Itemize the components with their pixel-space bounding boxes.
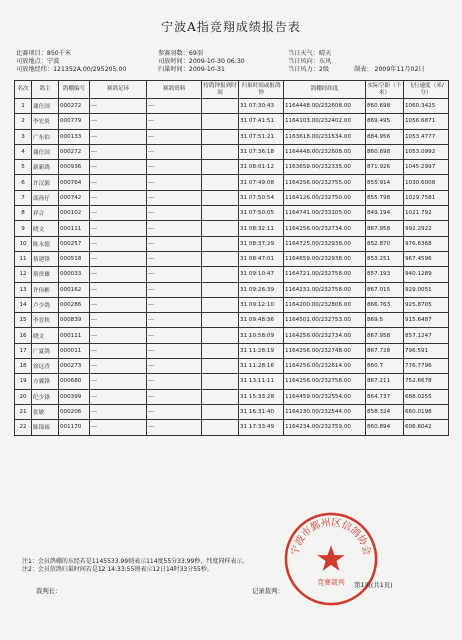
cell-loft-id: 000257	[59, 236, 90, 251]
table-row	[15, 267, 449, 282]
notes	[22, 558, 248, 574]
cell-distance: 867.958	[366, 221, 404, 236]
cell-owner: 蔡建锋	[32, 251, 59, 266]
cell-distance: 860.698	[366, 99, 404, 114]
cell-distance: 860.7	[366, 359, 404, 374]
note-1: 注1：会员鸽棚的东经若是1145533.99则表示114度55分33.99秒，纬度同样表示。	[22, 558, 249, 565]
cell-info: ---	[147, 221, 202, 236]
cell-speed: 967.4596	[404, 251, 449, 266]
star-icon	[317, 545, 344, 570]
cell-ring: ---	[90, 328, 147, 343]
cell-ring: ---	[90, 267, 147, 282]
cell-distance: 866.763	[366, 297, 404, 312]
seal-subtext: 竞赛裁判	[317, 578, 345, 587]
table-row	[15, 359, 449, 374]
table-row	[15, 175, 449, 190]
cell-info: ---	[147, 267, 202, 282]
cell-speed: 857.1247	[404, 328, 449, 343]
table-row	[15, 221, 449, 236]
cell-speed: 1056.6871	[404, 114, 449, 129]
cell-arrival-time: 31 11:28:19	[239, 343, 284, 358]
cell-coords: 1164459.00/232554.00	[284, 389, 366, 404]
wind-direction: 当日风向：东风	[288, 58, 332, 65]
header-coords: 鸽棚经纬度	[284, 81, 366, 99]
race-item: 比赛项目：850千米	[16, 50, 72, 57]
header-clock-time: 持鸽钟报到时间	[202, 81, 239, 99]
cell-arrival-time: 31 08:01:12	[239, 160, 284, 175]
cell-clock-time	[202, 328, 239, 343]
cell-clock-time	[202, 206, 239, 221]
cell-ring: ---	[90, 236, 147, 251]
header-owner: 鸽主	[32, 81, 59, 99]
cell-rank: 6	[15, 175, 32, 190]
cell-coords: 1164721.00/232758.00	[284, 267, 366, 282]
table-row	[15, 313, 449, 328]
cell-info: ---	[147, 313, 202, 328]
table-header	[15, 81, 449, 99]
table-row	[15, 129, 449, 144]
cell-owner: 徐远香	[32, 359, 59, 374]
header-distance: 实际空距（千米）	[366, 81, 404, 99]
cell-ring: ---	[90, 313, 147, 328]
cell-rank: 18	[15, 359, 32, 374]
cell-owner: 广夏鸽	[32, 343, 59, 358]
cell-info: ---	[147, 144, 202, 159]
cell-arrival-time: 31 09:26:39	[239, 282, 284, 297]
release-coords: 司放地经纬：121352A.00/295205.00	[16, 66, 127, 73]
cell-owner: 陈锦裕	[32, 420, 59, 435]
cell-distance: 867.728	[366, 343, 404, 358]
cell-info: ---	[147, 175, 202, 190]
cell-coords: 1164256.00/232734.00	[284, 328, 366, 343]
cell-rank: 16	[15, 328, 32, 343]
cell-clock-time	[202, 374, 239, 389]
cell-info: ---	[147, 236, 202, 251]
cell-ring: ---	[90, 404, 147, 419]
cell-ring: ---	[90, 190, 147, 205]
cell-clock-time	[202, 221, 239, 236]
cell-loft-id: 000033	[59, 267, 90, 282]
cell-speed: 1060.3425	[404, 99, 449, 114]
cell-clock-time	[202, 282, 239, 297]
cell-speed: 915.6487	[404, 313, 449, 328]
cell-coords: 1164659.00/232938.00	[284, 251, 366, 266]
cell-speed: 1053.4777	[404, 129, 449, 144]
cell-arrival-time: 31 07:51:21	[239, 129, 284, 144]
release-time: 司放时间：2009-10-30 06:30	[158, 58, 245, 65]
table-row	[15, 374, 449, 389]
cell-arrival-time: 31 11:28:16	[239, 359, 284, 374]
cell-clock-time	[202, 359, 239, 374]
cell-speed: 776.7796	[404, 359, 449, 374]
cell-coords: 1164231.00/232758.00	[284, 282, 366, 297]
cell-owner: 晓文	[32, 328, 59, 343]
cell-speed: 1053.0992	[404, 144, 449, 159]
cell-ring: ---	[90, 221, 147, 236]
cell-coords: 1164501.00/232753.00	[284, 313, 366, 328]
cell-loft-id: 000779	[59, 114, 90, 129]
cell-info: ---	[147, 282, 202, 297]
cell-ring: ---	[90, 282, 147, 297]
cell-info: ---	[147, 251, 202, 266]
cell-distance: 860.894	[366, 420, 404, 435]
cell-ring: ---	[90, 160, 147, 175]
table-row	[15, 206, 449, 221]
cell-rank: 9	[15, 221, 32, 236]
cell-rank: 14	[15, 297, 32, 312]
cell-loft-id: 000839	[59, 313, 90, 328]
cell-speed: 796.591	[404, 343, 449, 358]
cell-speed: 925.8705	[404, 297, 449, 312]
cell-owner: 谢仕国	[32, 144, 59, 159]
cell-arrival-time: 31 09:10:47	[239, 267, 284, 282]
cell-distance: 858.324	[366, 404, 404, 419]
cell-rank: 22	[15, 420, 32, 435]
organization-seal	[282, 510, 380, 608]
table-row	[15, 420, 449, 435]
cell-arrival-time: 31 15:33:28	[239, 389, 284, 404]
page-number: 第1页(共1页)	[354, 581, 393, 589]
wind-force: 当日风力：2级	[288, 66, 330, 73]
cell-arrival-time: 31 08:32:11	[239, 221, 284, 236]
cell-rank: 4	[15, 144, 32, 159]
cell-owner: 方翼锋	[32, 374, 59, 389]
cell-distance: 867.015	[366, 282, 404, 297]
cell-info: ---	[147, 297, 202, 312]
referee-label: 裁判长：	[36, 587, 62, 595]
header-arrival-time: 归巢时间或报鸽钟	[239, 81, 284, 99]
cell-owner: 许汉源	[32, 175, 59, 190]
cell-loft-id: 000162	[59, 282, 90, 297]
cell-loft-id: 001170	[59, 420, 90, 435]
cell-coords: 1164741.00/233105.00	[284, 206, 366, 221]
cell-distance: 869.495	[366, 114, 404, 129]
cell-distance: 855.798	[366, 190, 404, 205]
cell-ring: ---	[90, 297, 147, 312]
cell-clock-time	[202, 343, 239, 358]
cell-loft-id: 000518	[59, 251, 90, 266]
cell-clock-time	[202, 420, 239, 435]
cell-speed: 940.1289	[404, 267, 449, 282]
cell-owner: 陈永德	[32, 236, 59, 251]
weather-today: 当日天气：晴天	[288, 50, 332, 57]
cell-info: ---	[147, 114, 202, 129]
cell-coords: 1164256.00/232748.00	[284, 343, 366, 358]
cell-coords: 1163618.00/231534.00	[284, 129, 366, 144]
cell-loft-id: 000680	[59, 374, 90, 389]
cell-owner: 新新鸽	[32, 160, 59, 175]
table-row	[15, 343, 449, 358]
table-row	[15, 389, 449, 404]
cell-coords: 1164234.00/232759.00	[284, 420, 366, 435]
cell-info: ---	[147, 129, 202, 144]
cell-ring: ---	[90, 343, 147, 358]
cell-coords: 1164448.00/232608.00	[284, 144, 366, 159]
cell-clock-time	[202, 160, 239, 175]
cell-arrival-time: 31 07:50:05	[239, 206, 284, 221]
cell-speed: 992.2922	[404, 221, 449, 236]
cell-clock-time	[202, 114, 239, 129]
cell-distance: 884.956	[366, 129, 404, 144]
cell-loft-id: 000272	[59, 99, 90, 114]
report-title: 宁波A指竞翔成绩报告表	[161, 20, 301, 34]
table-row	[15, 160, 449, 175]
cell-rank: 3	[15, 129, 32, 144]
cell-coords: 1164725.00/232938.00	[284, 236, 366, 251]
cell-loft-id: 000111	[59, 221, 90, 236]
cell-speed: 976.6368	[404, 236, 449, 251]
cell-ring: ---	[90, 251, 147, 266]
cell-owner: 纪少锋	[32, 389, 59, 404]
cell-arrival-time: 31 07:30:43	[239, 99, 284, 114]
cell-loft-id: 000102	[59, 206, 90, 221]
cell-loft-id: 000272	[59, 144, 90, 159]
cell-ring: ---	[90, 420, 147, 435]
table-row	[15, 282, 449, 297]
cell-info: ---	[147, 343, 202, 358]
cell-speed: 606.6042	[404, 420, 449, 435]
cell-speed: 688.0255	[404, 389, 449, 404]
note-2: 注2：会员信鸽归巢时间若是12 14:33:55则表示12日14时33分55秒。	[22, 566, 213, 573]
table-row	[15, 251, 449, 266]
cell-arrival-time: 31 16:31:40	[239, 404, 284, 419]
cell-arrival-time: 31 17:33:49	[239, 420, 284, 435]
cell-speed: 660.0198	[404, 404, 449, 419]
cell-speed: 1029.7581	[404, 190, 449, 205]
cell-coords: 1164256.00/232614.00	[284, 359, 366, 374]
cell-owner: 李宏炎	[32, 114, 59, 129]
header-rank: 名次	[15, 81, 32, 99]
cell-owner: 晓文	[32, 221, 59, 236]
cell-owner: 蔡贵雄	[32, 267, 59, 282]
cell-rank: 7	[15, 190, 32, 205]
cell-info: ---	[147, 374, 202, 389]
cell-coords: 1164256.00/232755.00	[284, 175, 366, 190]
cell-loft-id: 000133	[59, 129, 90, 144]
cell-owner: 广东伯	[32, 129, 59, 144]
cell-distance: 867.958	[366, 328, 404, 343]
cell-clock-time	[202, 99, 239, 114]
cell-arrival-time: 31 13:11:11	[239, 374, 284, 389]
table-row	[15, 144, 449, 159]
header-ring: 赛鸽足环	[90, 81, 147, 99]
cell-info: ---	[147, 206, 202, 221]
cell-ring: ---	[90, 359, 147, 374]
cell-coords: 1164448.00/232608.00	[284, 99, 366, 114]
cell-arrival-time: 31 08:37:29	[239, 236, 284, 251]
cell-rank: 11	[15, 251, 32, 266]
cell-distance: 852.870	[366, 236, 404, 251]
cell-ring: ---	[90, 206, 147, 221]
cell-arrival-time: 31 09:48:36	[239, 313, 284, 328]
cell-loft-id: 000286	[59, 297, 90, 312]
cell-ring: ---	[90, 129, 147, 144]
cell-clock-time	[202, 297, 239, 312]
cell-clock-time	[202, 175, 239, 190]
cell-loft-id: 000936	[59, 160, 90, 175]
cell-loft-id: 000011	[59, 343, 90, 358]
cell-coords: 1164126.00/232750.00	[284, 190, 366, 205]
table-row	[15, 328, 449, 343]
table-row	[15, 297, 449, 312]
release-place: 司放地点：宁波	[16, 58, 60, 65]
cell-arrival-time: 31 08:47:01	[239, 251, 284, 266]
cell-coords: 1164200.00/232806.00	[284, 297, 366, 312]
cell-owner: 谢仕国	[32, 99, 59, 114]
cell-info: ---	[147, 389, 202, 404]
cell-distance: 855.914	[366, 175, 404, 190]
cell-ring: ---	[90, 114, 147, 129]
cell-rank: 8	[15, 206, 32, 221]
cell-distance: 849.194	[366, 206, 404, 221]
cell-clock-time	[202, 236, 239, 251]
cell-loft-id: 000273	[59, 359, 90, 374]
cell-ring: ---	[90, 374, 147, 389]
cell-coords: 1164256.00/232758.00	[284, 374, 366, 389]
cell-owner: 许伟彬	[32, 282, 59, 297]
cell-info: ---	[147, 404, 202, 419]
cell-ring: ---	[90, 144, 147, 159]
ref-pigeons: 参赛羽数：69羽	[158, 50, 203, 57]
cell-distance: 853.251	[366, 251, 404, 266]
header-loft-id: 鸽棚编号	[59, 81, 90, 99]
cell-arrival-time: 31 07:50:54	[239, 190, 284, 205]
cell-distance: 860.698	[366, 144, 404, 159]
cell-loft-id: 000399	[59, 389, 90, 404]
cell-speed: 1021.792	[404, 206, 449, 221]
cell-owner: 邱孙仔	[32, 190, 59, 205]
table-row	[15, 404, 449, 419]
cell-rank: 13	[15, 282, 32, 297]
cell-rank: 15	[15, 313, 32, 328]
cell-loft-id: 000111	[59, 328, 90, 343]
cell-clock-time	[202, 144, 239, 159]
cell-rank: 1	[15, 99, 32, 114]
cell-arrival-time: 31 07:49:08	[239, 175, 284, 190]
cell-coords: 1164256.00/232734.00	[284, 221, 366, 236]
cell-arrival-time: 31 07:36:18	[239, 144, 284, 159]
cell-rank: 20	[15, 389, 32, 404]
cell-info: ---	[147, 328, 202, 343]
cell-speed: 1045.2997	[404, 160, 449, 175]
return-time: 归巢时间：2009-10-31	[158, 66, 225, 73]
cell-loft-id: 000764	[59, 175, 90, 190]
table-row	[15, 190, 449, 205]
cell-rank: 21	[15, 404, 32, 419]
cell-owner: 卢少鸽	[32, 297, 59, 312]
cell-owner: 祥合	[32, 206, 59, 221]
cell-loft-id: 000742	[59, 190, 90, 205]
cell-info: ---	[147, 359, 202, 374]
header-info: 赛鸽资料	[147, 81, 202, 99]
cell-info: ---	[147, 99, 202, 114]
cell-rank: 17	[15, 343, 32, 358]
cell-rank: 5	[15, 160, 32, 175]
cell-clock-time	[202, 313, 239, 328]
cell-speed: 929.0051	[404, 282, 449, 297]
table-row	[15, 236, 449, 251]
cell-coords: 1164230.00/232544.00	[284, 404, 366, 419]
cell-distance: 869.5	[366, 313, 404, 328]
cell-info: ---	[147, 420, 202, 435]
cell-info: ---	[147, 160, 202, 175]
cell-rank: 12	[15, 267, 32, 282]
cell-owner: 李晋秋	[32, 313, 59, 328]
cell-clock-time	[202, 389, 239, 404]
cell-loft-id: 000206	[59, 404, 90, 419]
table-body	[15, 99, 449, 436]
cell-ring: ---	[90, 175, 147, 190]
table-row	[15, 99, 449, 114]
recorder-label: 记录裁判：	[252, 587, 284, 595]
cell-coords: 1163659.00/232335.00	[284, 160, 366, 175]
cell-clock-time	[202, 251, 239, 266]
cell-rank: 19	[15, 374, 32, 389]
cell-arrival-time: 31 10:58:09	[239, 328, 284, 343]
cell-rank: 2	[15, 114, 32, 129]
table-row	[15, 114, 449, 129]
cell-distance: 871.926	[366, 160, 404, 175]
cell-clock-time	[202, 404, 239, 419]
seal-text-path: 宁波市鄞州区信鸽协会	[289, 517, 373, 557]
cell-info: ---	[147, 190, 202, 205]
cell-arrival-time: 31 07:41:51	[239, 114, 284, 129]
cell-speed: 1030.6008	[404, 175, 449, 190]
cell-arrival-time: 31 09:12:10	[239, 297, 284, 312]
cell-distance: 857.193	[366, 267, 404, 282]
cell-distance: 864.737	[366, 389, 404, 404]
cell-clock-time	[202, 267, 239, 282]
cell-clock-time	[202, 190, 239, 205]
header-speed: 飞行速度（米/分）	[404, 81, 449, 99]
results-table	[14, 80, 449, 436]
cell-clock-time	[202, 129, 239, 144]
cell-speed: 752.6678	[404, 374, 449, 389]
cell-ring: ---	[90, 389, 147, 404]
cell-distance: 867.211	[366, 374, 404, 389]
table-date: 制表： 2009年11月02日	[354, 66, 425, 73]
cell-ring: ---	[90, 99, 147, 114]
cell-rank: 10	[15, 236, 32, 251]
cell-coords: 1164103.00/232402.00	[284, 114, 366, 129]
cell-owner: 张敏	[32, 404, 59, 419]
